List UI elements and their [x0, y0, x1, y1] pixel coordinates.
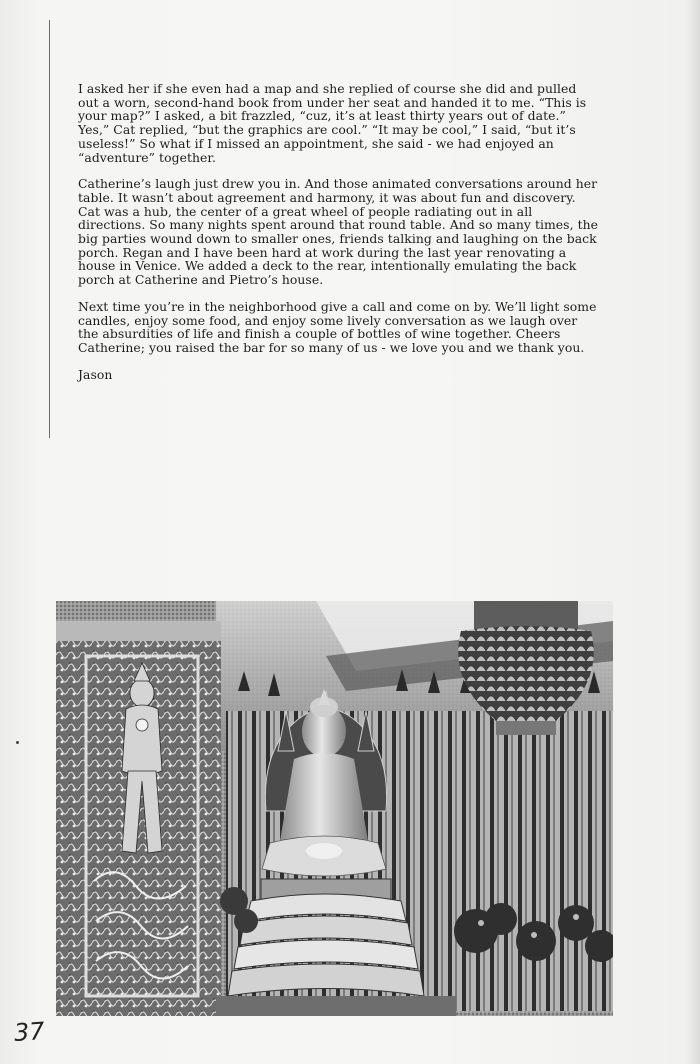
- paragraph-invitation: Next time you’re in the neighborhood give a call and come on by. We’ll light some candles, enjoy some food, and enjoy some lively conversation as we laugh over the absurdities of life and finish a couple of bottles of wine together. Cheers Catherine; you raised the bar for so many of us - we love you and we thank you.: [78, 298, 597, 355]
- paragraph-map: I asked her if she even had a map and she replied of course she did and pulled out a worn, second-hand book from under her seat and handed it to me. “This is your map?” I asked, a bit frazzled, “cuz, it’s at least thirty years out of date.” Yes,” Cat replied, “but the graphics are cool.” “It may be cool,” I said, “but it’s useless!” So what if I missed an appointment, she said - we had enjoyed an “adventure” together.: [78, 81, 587, 165]
- scan-speck: [16, 741, 19, 744]
- letter-text: [78, 82, 600, 394]
- page-number: 37: [13, 1016, 46, 1048]
- buddha-statue-photo: [56, 601, 613, 1016]
- paragraph-laugh: Catherine’s laugh just drew you in. And those animated conversations around her table. It wasn’t about agreement and harmony, it was about fun and discovery. Cat was a hub, the center of a great wheel of people radiating out in all directions. So many nights spent around that round table. And so many times, the big parties wound down to smaller ones, friends talking and laughing on the back porch. Regan and I have been hard at work during the last year renovating a house in Venice. We added a deck to the rear, intentionally emulating the back porch at Catherine and Pietro’s house.: [78, 176, 599, 288]
- page-edge-shadow: [686, 0, 700, 1064]
- signature: Jason: [78, 366, 113, 382]
- margin-rule: [49, 20, 50, 438]
- photo-illustration: [56, 601, 613, 1016]
